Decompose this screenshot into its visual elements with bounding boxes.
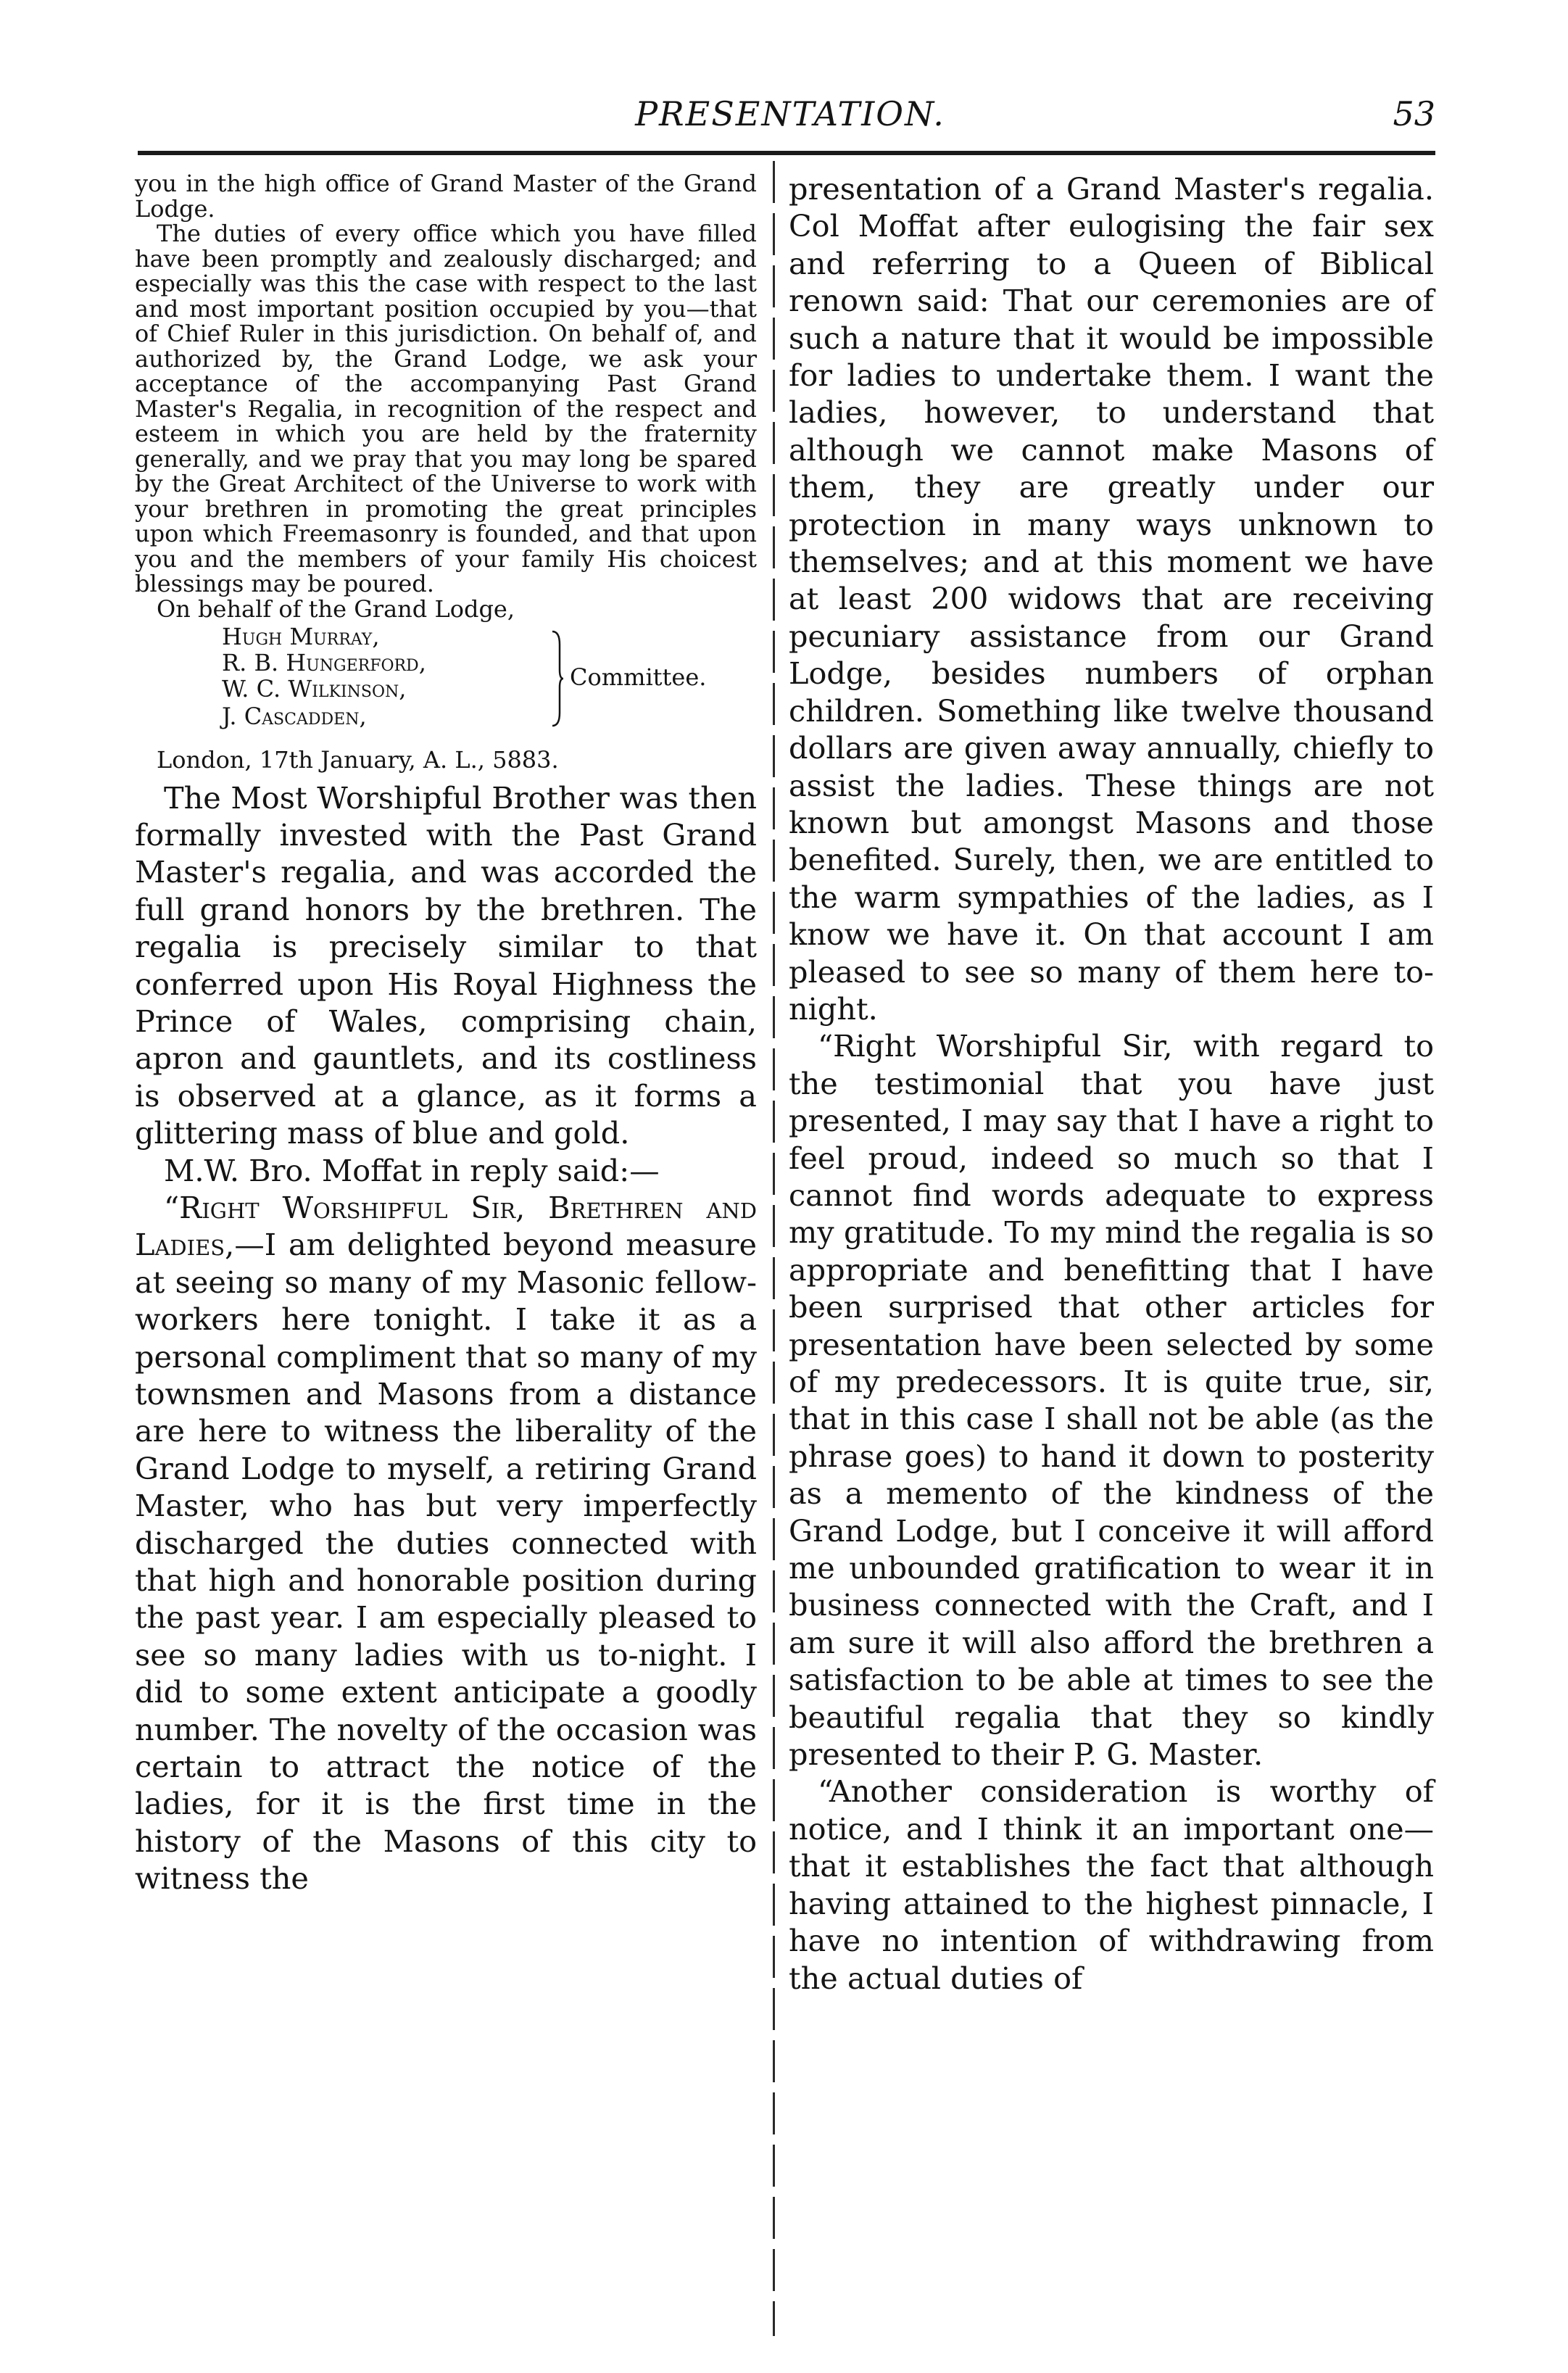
committee-label: Committee. — [570, 663, 707, 691]
committee-member: J. Cascadden, — [222, 703, 367, 730]
reply-paragraph-1 — [135, 1190, 757, 1898]
left-column — [135, 171, 757, 1898]
reply-body: —I am delighted beyond measure at seeing so many of my Masonic fellow-workers here tonight. I take it as a personal compliment that so many of my townsmen and Masons from a distance are here to witness the liberality of the Grand Lodge to myself, a retiring Grand Master, who has but very imperfectly discharged the duties connected with that high and honorable position during the past year. I am especially pleased to see so many ladies with us to-night. I did to some extent anticipate a goodly number. The novelty of the occasion was certain to attract the notice of the ladies, for it is the first time in the history of the Masons of this city to witness the — [135, 1227, 757, 1897]
page-number: 53 — [1393, 94, 1435, 133]
committee-brace — [551, 630, 564, 727]
right-column — [789, 171, 1434, 1997]
reply-salutation: “Right Worshipful Sir, Brethren and Ladies, — [135, 1190, 757, 1263]
reply-intro: M.W. Bro. Moffat in reply said:— — [164, 1153, 660, 1188]
committee-member: Hugh Murray, — [222, 623, 380, 650]
address-paragraph-1: you in the high office of Grand Master of the Grand Lodge. — [135, 170, 757, 223]
narrative-text — [135, 780, 757, 1898]
right-paragraph-1: presentation of a Grand Master's regalia. Col Moffat after eulogising the fair sex and referring to a Queen of Biblical renown said: That our ceremonies are of such a nature that it would be impossible for ladies to undertake them. I want the ladies, however, to understand that although we cannot make Masons of them, they are greatly under our protection in many ways unknown to themselves; and at this moment we have at least 200 widows that are receiving pecuniary assistance from our Grand Lodge, besides numbers of orphan children. Something like twelve thousand dollars are given away annually, chiefly to assist the ladies. These things are not known but amongst Masons and those benefited. Surely, then, we are entitled to the warm sympathies of the ladies, as I know we have it. On that account I am pleased to see so many of them here to-night. — [789, 172, 1434, 1027]
date-line: London, 17th January, A. L., 5883. — [157, 746, 559, 774]
header-rule — [138, 151, 1435, 155]
column-divider — [773, 161, 775, 2336]
investiture-paragraph: The Most Worshipful Brother was then formally invested with the Past Grand Master's regalia, and was accorded the full grand honors by the brethren. The regalia is precisely similar to that conferred upon His Royal Highness the Prince of Wales, comprising chain, apron and gauntlets, and its costliness is observed at a glance, as it forms a glittering mass of blue and gold. — [135, 780, 757, 1151]
running-title: PRESENTATION. — [635, 94, 945, 133]
right-paragraph-2: “Right Worshipful Sir, with regard to the testimonial that you have just presented, I may say that I have a right to feel proud, indeed so much so that I cannot find words adequate to express my gratitude. To my mind the regalia is so appropriate and benefitting that I have been surprised that other articles for presentation have been selected by some of my predecessors. It is quite true, sir, that in this case I shall not be able (as the phrase goes) to hand it down to posterity as a memento of the kindness of the Grand Lodge, but I conceive it will afford me unbounded gratification to wear it in business connected with the Craft, and I am sure it will also afford the brethren a satisfaction to be able at times to see the beautiful regalia that they so kindly presented to their P. G. Master. — [789, 1029, 1434, 1773]
right-paragraph-3: “Another consideration is worthy of notice, and I think it an important one—that it establishes the fact that although having attained to the highest pinnacle, I have no intention of withdrawing from the actual duties of — [789, 1774, 1434, 1996]
running-head — [145, 88, 1435, 139]
address-paragraph-2: The duties of every office which you have filled have been promptly and zealously discharged; and especially was this the case with respect to the last and most important position occupied by you—that of Chief Ruler in this jurisdiction. On behalf of, and authorized by, the Grand Lodge, we ask your acceptance of the accompanying Past Grand Master's Regalia, in recognition of the respect and esteem in which you are held by the fraternity generally, and we pray that you may long be spared by the Great Architect of the Universe to work with your brethren in promoting the great principles upon which Freemasonry is founded, and that upon you and the members of your family His choicest blessings may be poured. — [135, 220, 757, 597]
committee-signatures — [135, 624, 757, 743]
committee-member: W. C. Wilkinson, — [222, 675, 407, 703]
committee-member: R. B. Hungerford, — [222, 649, 426, 676]
on-behalf-line: On behalf of the Grand Lodge, — [157, 595, 515, 623]
grand-lodge-address — [135, 171, 757, 773]
